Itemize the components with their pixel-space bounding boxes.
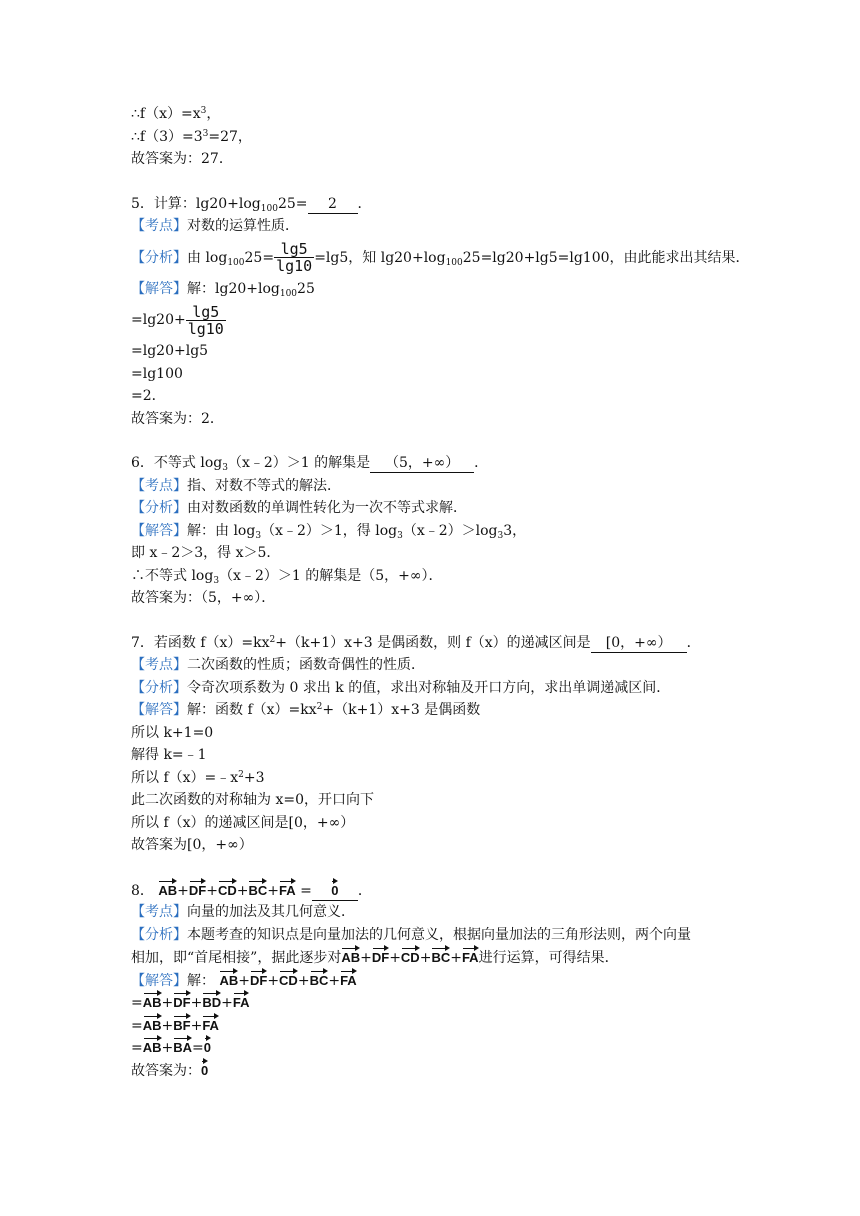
subscript: 100	[279, 288, 298, 299]
vector: AB	[143, 1037, 162, 1056]
kaodian-text: 对数的运算性质．	[187, 218, 299, 234]
text: 解：函数 f（x）=kx	[187, 702, 317, 718]
equals-sign: =	[131, 995, 143, 1011]
jieda-line	[131, 969, 751, 992]
jieda-tag: 【解答】	[131, 280, 187, 297]
vector: BC	[310, 970, 329, 989]
question-text: +（k+1）x+3 是偶函数，则 f（x）的递减区间是	[275, 634, 591, 651]
answer-blank: （5，+∞）	[370, 454, 474, 473]
jieda-tag: 【解答】	[131, 702, 187, 718]
vector: DF	[250, 970, 267, 989]
vector: CD	[279, 970, 298, 989]
vector: AB	[158, 880, 177, 899]
text: 进行运算，可得结果．	[478, 950, 619, 966]
question-5	[131, 193, 751, 216]
question-text: 7．若函数 f（x）=kx	[131, 634, 270, 651]
step-line: 所以 f（x）的递减区间是[0，+∞）	[131, 814, 355, 831]
vector: DF	[372, 947, 389, 966]
jieda-line	[131, 520, 751, 543]
plus-sign: +	[161, 1017, 174, 1034]
text: 25=	[244, 249, 275, 266]
kaodian-text: 指、对数不等式的解法．	[187, 477, 341, 494]
step-line	[131, 565, 751, 588]
plus-sign: +	[221, 995, 233, 1011]
fenxi-line	[131, 677, 751, 700]
equals-sign: =	[300, 882, 312, 899]
text: 3，	[503, 522, 527, 539]
text: =27，	[208, 128, 252, 145]
fenxi-text: 本题考查的知识点是向量加法的几何意义，根据向量加法的三角形法则，两个向量	[187, 926, 691, 943]
answer-blank	[312, 880, 358, 901]
text-line	[131, 103, 751, 126]
fenxi-text: 由对数函数的单调性转化为一次不等式求解．	[187, 500, 467, 516]
vector: BD	[202, 992, 221, 1011]
plus-sign: +	[297, 972, 310, 989]
plus-sign: +	[450, 950, 462, 966]
kaodian-tag: 【考点】	[131, 904, 187, 920]
plus-sign: +	[267, 882, 279, 899]
superscript: 2	[269, 634, 276, 645]
step-line	[131, 1014, 751, 1037]
text-line	[131, 126, 751, 149]
kaodian-line	[131, 901, 751, 924]
fenxi-line	[131, 946, 751, 969]
vector: AB	[341, 947, 360, 966]
step-line	[131, 1036, 751, 1059]
subscript: 3	[213, 575, 220, 586]
text: =lg20+	[131, 312, 186, 328]
step-line: 即 x﹣2＞3，得 x＞5．	[131, 545, 281, 561]
jieda-tag: 【解答】	[131, 972, 187, 989]
answer-blank: [0，+∞）	[591, 634, 687, 653]
text: ．	[357, 882, 372, 899]
answer-blank: 2	[308, 195, 358, 214]
subscript: 100	[445, 257, 463, 268]
step-line	[131, 767, 751, 790]
fraction-denominator: lg10	[276, 257, 313, 275]
plus-sign: +	[177, 882, 189, 899]
step-line: =lg20+lg5	[131, 343, 209, 359]
plus-sign: +	[236, 882, 249, 899]
fenxi-tag: 【分析】	[131, 249, 187, 266]
fenxi-tag: 【分析】	[131, 926, 187, 943]
text: =lg5，知 lg20+log	[314, 249, 446, 266]
text: 故答案为：	[131, 1062, 201, 1079]
step-line: =lg100	[131, 365, 183, 382]
text: 解：	[187, 972, 215, 989]
plus-sign: +	[328, 972, 341, 989]
text: +3	[243, 769, 265, 786]
kaodian-tag: 【考点】	[131, 657, 187, 673]
answer-line: 故答案为：（5，+∞）．	[131, 590, 276, 606]
vector: DF	[173, 992, 190, 1011]
text: （x﹣2）＞log	[402, 522, 498, 539]
text: （x﹣2）＞1 的解集是（5，+∞）．	[219, 567, 443, 584]
fenxi-line	[131, 497, 751, 520]
subscript: 3	[222, 463, 228, 473]
subscript: 3	[497, 530, 504, 541]
superscript: 3	[200, 106, 207, 116]
zero-vector: 0	[331, 880, 338, 899]
text: 25	[297, 280, 315, 297]
vector: DF	[189, 880, 206, 899]
plus-sign: +	[389, 950, 401, 966]
answer-line: 故答案为：2．	[131, 410, 224, 427]
question-text: 6．不等式 log	[131, 455, 223, 471]
vector: FA	[462, 947, 479, 966]
vector: FA	[233, 992, 250, 1011]
kaodian-line	[131, 475, 751, 498]
text: ．	[686, 634, 701, 651]
fraction	[186, 304, 226, 337]
question-text: 5．计算：lg20+log	[131, 195, 261, 212]
subscript: 3	[255, 530, 262, 541]
fenxi-line	[131, 924, 751, 947]
step-line: 所以 k+1=0	[131, 724, 214, 741]
question-8	[131, 879, 751, 902]
step-line: 解得 k=﹣1	[131, 747, 207, 763]
text: ∴不等式 log	[131, 567, 214, 584]
question-7	[131, 632, 751, 655]
jieda-tag: 【解答】	[131, 522, 187, 539]
document-content	[131, 103, 751, 1081]
kaodian-line	[131, 215, 751, 238]
fraction-numerator: lg5	[274, 241, 314, 258]
fenxi-line	[131, 238, 751, 278]
step-line: =2．	[131, 388, 166, 404]
superscript: 2	[238, 769, 244, 780]
zero-vector: 0	[201, 1060, 208, 1079]
plus-sign: +	[206, 882, 218, 899]
fraction-denominator: lg10	[187, 319, 224, 338]
superscript: 3	[202, 128, 209, 139]
text: ∴f（x）=x	[131, 106, 201, 122]
jieda-line	[131, 278, 751, 301]
kaodian-line	[131, 654, 751, 677]
fenxi-tag: 【分析】	[131, 679, 187, 696]
plus-sign: +	[161, 1040, 174, 1056]
vector: CD	[218, 880, 237, 899]
step-line: 此二次函数的对称轴为 x=0，开口向下	[131, 792, 374, 808]
fraction	[274, 241, 314, 274]
subscript: 100	[260, 203, 278, 214]
equals-sign: =	[131, 1040, 143, 1056]
answer-line: 故答案为[0，+∞）	[131, 837, 253, 853]
step-line	[131, 300, 751, 340]
vector: BA	[173, 1037, 192, 1056]
text: ．	[357, 195, 372, 212]
jieda-line	[131, 699, 751, 722]
text: 解：由 log	[187, 522, 256, 539]
question-number: 8．	[131, 882, 154, 899]
vector: AB	[143, 1015, 162, 1034]
kaodian-text: 向量的加法及其几何意义．	[187, 904, 355, 920]
vector: FA	[340, 970, 357, 989]
vector: FA	[202, 1015, 219, 1034]
plus-sign: +	[190, 1017, 203, 1034]
vector: BC	[431, 947, 450, 966]
kaodian-text: 二次函数的性质；函数奇偶性的性质．	[187, 657, 425, 673]
fraction-numerator: lg5	[186, 304, 226, 321]
text: ．	[474, 455, 489, 471]
text: 解：lg20+log	[187, 280, 280, 297]
text: +（k+1）x+3 是偶函数	[322, 702, 481, 718]
subscript: 3	[397, 530, 403, 541]
kaodian-tag: 【考点】	[131, 218, 187, 234]
plus-sign: +	[419, 950, 432, 966]
fenxi-text: 令奇次项系数为 0 求出 k 的值，求出对称轴及开口方向，求出单调递减区间．	[187, 679, 671, 696]
vector: FA	[279, 880, 296, 899]
question-text: 25=	[277, 195, 308, 212]
vector: AB	[219, 970, 238, 989]
equals-sign: =	[131, 1017, 143, 1034]
text: 相加，即“首尾相接”，据此逐步对	[131, 950, 342, 966]
plus-sign: +	[360, 950, 372, 966]
text: ∴f（3）=3	[131, 128, 203, 145]
question-text: （x﹣2）＞1 的解集是	[227, 455, 371, 471]
plus-sign: +	[161, 995, 174, 1011]
subscript: 100	[227, 257, 245, 268]
kaodian-tag: 【考点】	[131, 477, 187, 494]
vector: BC	[248, 880, 267, 899]
answer-line	[131, 1059, 751, 1082]
equals-sign: =	[192, 1040, 204, 1056]
text: 所以 f（x）=﹣x	[131, 769, 239, 786]
vector: CD	[401, 947, 420, 966]
text: 由 log	[187, 249, 228, 266]
question-6	[131, 452, 751, 475]
zero-vector: 0	[204, 1037, 211, 1056]
answer-line: 故答案为：27．	[131, 151, 233, 167]
vector: BF	[173, 1015, 190, 1034]
text: ，	[206, 106, 221, 122]
fenxi-tag: 【分析】	[131, 500, 187, 516]
plus-sign: +	[190, 995, 203, 1011]
text: （x﹣2）＞1，得 log	[261, 522, 398, 539]
vector: AB	[143, 992, 162, 1011]
plus-sign: +	[238, 972, 250, 989]
plus-sign: +	[267, 972, 280, 989]
text: 25=lg20+lg5=lg100，由此能求出其结果．	[462, 249, 750, 266]
superscript: 2	[316, 702, 323, 712]
step-line	[131, 991, 751, 1014]
